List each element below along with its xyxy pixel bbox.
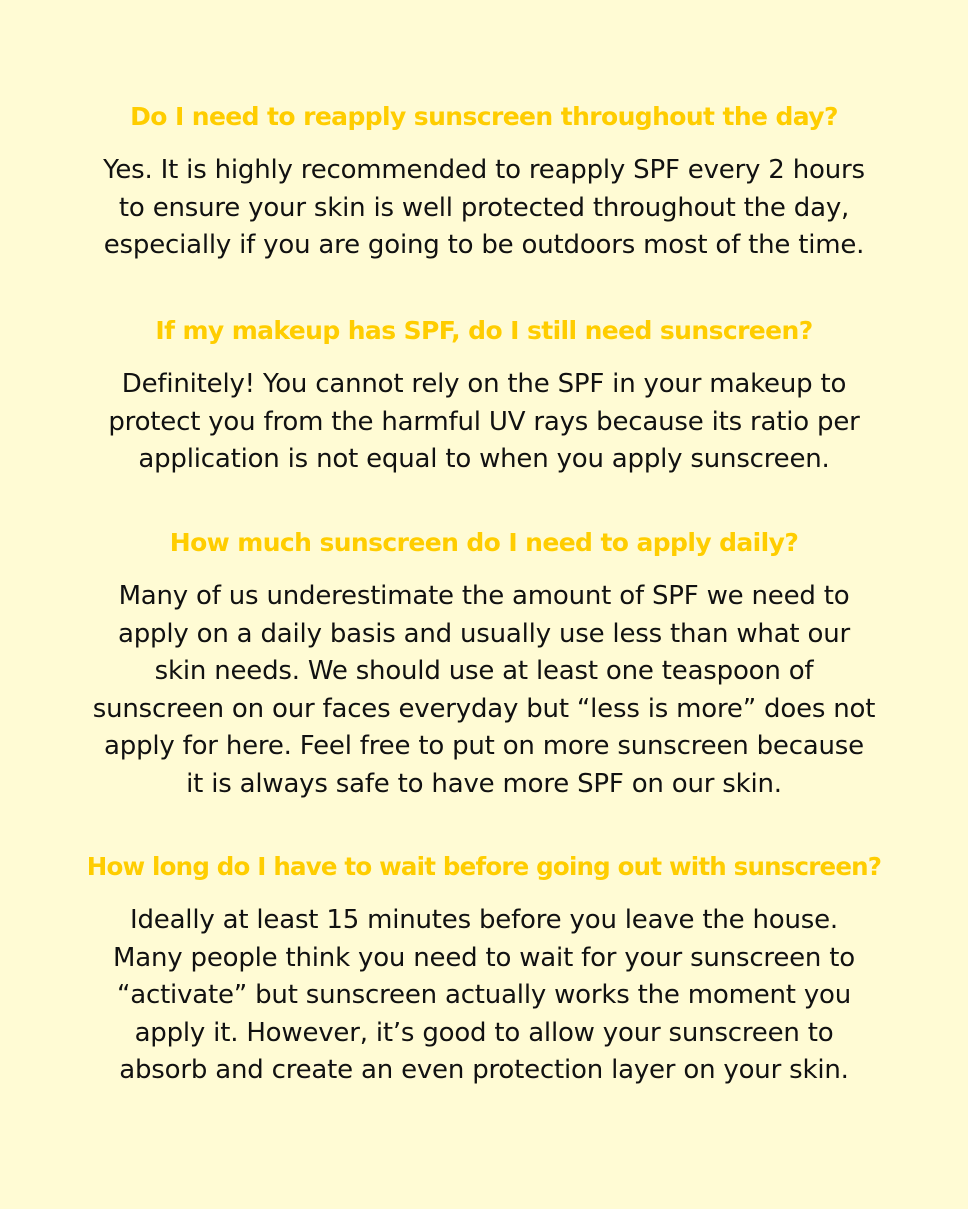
faq-item-makeup-spf	[0, 314, 968, 479]
faq-answer-line: “activate” but sunscreen actually works the moment you	[116, 980, 852, 1010]
faq-answer-line: it is always safe to have more SPF on our skin.	[186, 768, 782, 799]
faq-item-wait-time	[0, 850, 968, 1090]
faq-question: Do I need to reapply sunscreen throughout the day?	[130, 102, 838, 131]
faq-answer	[0, 366, 968, 479]
faq-answer	[0, 152, 968, 265]
faq-answer-line: Many people think you need to wait for your sunscreen to	[113, 942, 855, 973]
faq-answer-line: especially if you are going to be outdoors most of the time.	[103, 230, 865, 260]
faq-answer-line: Definitely! You cannot rely on the SPF in your makeup to	[121, 369, 847, 399]
faq-answer-line: absorb and create an even protection layer on your skin.	[119, 1055, 849, 1085]
faq-answer-line: protect you from the harmful UV rays because its ratio per	[108, 406, 860, 437]
faq-answer-line: apply for here. Feel free to put on more sunscreen because	[104, 731, 864, 761]
faq-answer-line: apply on a daily basis and usually use less than what our	[118, 618, 850, 649]
faq-item-how-much	[0, 526, 968, 803]
faq-question: How long do I have to wait before going out with sunscreen?	[86, 852, 882, 881]
faq-answer-line: apply it. However, it’s good to allow your sunscreen to	[134, 1017, 834, 1048]
faq-answer-line: skin needs. We should use at least one teaspoon of	[154, 656, 814, 686]
faq-answer-line: Yes. It is highly recommended to reapply SPF every 2 hours	[103, 155, 865, 185]
faq-answer-line: application is not equal to when you apply sunscreen.	[138, 444, 830, 474]
faq-question: How much sunscreen do I need to apply daily?	[169, 528, 799, 557]
faq-answer-line: Many of us underestimate the amount of SPF we need to	[118, 581, 850, 611]
faq-item-reapply	[0, 100, 968, 265]
faq-question: If my makeup has SPF, do I still need sunscreen?	[155, 316, 813, 345]
faq-answer	[0, 578, 968, 803]
faq-answer	[0, 902, 968, 1090]
faq-answer-line: sunscreen on our faces everyday but “less is more” does not	[92, 693, 876, 724]
faq-answer-line: Ideally at least 15 minutes before you leave the house.	[130, 905, 838, 935]
faq-answer-line: to ensure your skin is well protected throughout the day,	[118, 192, 850, 223]
